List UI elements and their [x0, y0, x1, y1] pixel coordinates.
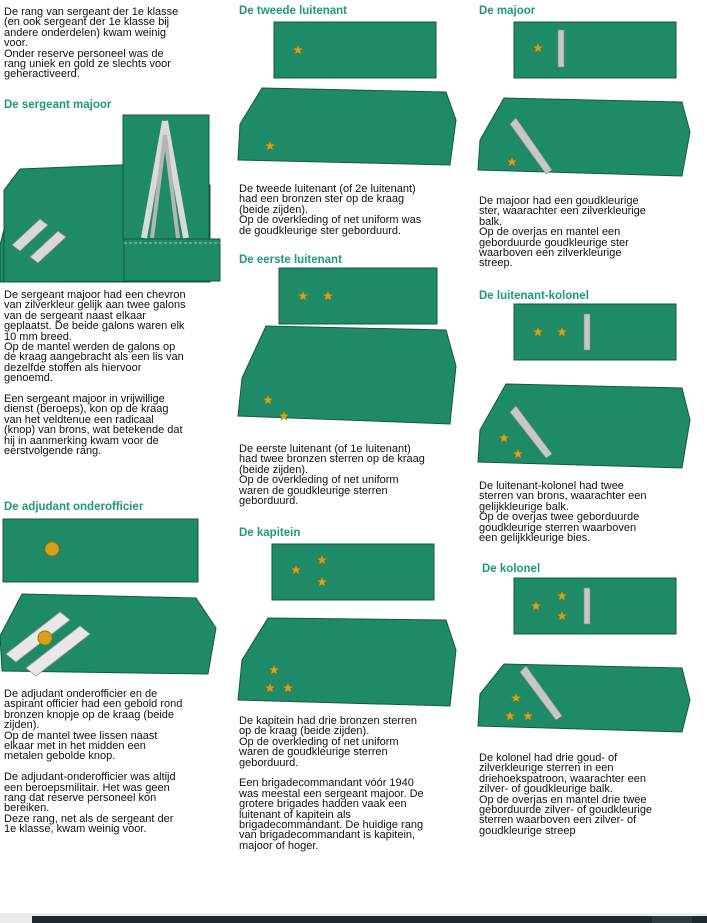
heading-eerste-luitenant: De eerste luitenant	[239, 254, 342, 266]
scrollbar-thumb[interactable]	[652, 916, 692, 923]
majoor-text: De majoor had een goudkleurige ster, waarachter een zilverkleurige balk. Op de overjas en mantel een geborduurde goudkleurige ster waarboven een zilverkleurige streep.	[479, 195, 646, 270]
sergeant-majoor-text: De sergeant majoor had een chevron van zilverkleur gelijk aan twee galons van de sergeant naast elkaar geplaatst. De beide galons waren elk 10 mm breed. Op de mantel werden de galons op de kraag aangebracht als een lis van dezelfde stoffen als hiervoor genoemd. Een sergeant majoor in vrijwillige dienst (beroeps), kon op de kraag van het veldtenue een radicaal (knop) van brons, wat betekende dat hij in aanmerking kwam voor de eerstvolgende rang.	[4, 289, 186, 458]
heading-tweede-luitenant: De tweede luitenant	[239, 5, 347, 17]
intro-text: De rang van sergeant der 1e klasse (en ook sergeant der 1e klasse bij andere onderdelen) kwam weinig voor. Onder reserve personeel was de rang uniek en gold ze slechts voor geheractiveerd.	[4, 6, 179, 81]
sergeant-majoor-insignia-figure	[0, 113, 232, 283]
tweede-luitenant-insignia-figure	[236, 20, 474, 180]
heading-luitenant-kolonel: De luitenant-kolonel	[479, 290, 589, 302]
adjudant-insignia-figure	[0, 516, 232, 686]
kolonel-insignia-figure	[476, 576, 707, 746]
adjudant-text: De adjudant onderofficier en de aspirant officier had een gebold rond bronzen knopje op de kraag (beide zijden). Op de mantel twee lissen naast elkaar met in het midden een metalen gebolde knop. De adjudant-onderofficier was altijd een beroepsmilitair. Het was geen rang dat reserve personeel kon bereiken. Deze rang, net als de sergeant der 1e klasse, kwam weinig voor.	[4, 688, 183, 836]
heading-majoor: De majoor	[479, 5, 536, 17]
tweede-luitenant-text: De tweede luitenant (of 2e luitenant) had een bronzen ster op de kraag (beide zijden). Op de overkleding of net uniform was de goudkleurige ster geborduurd.	[239, 183, 422, 237]
eerste-luitenant-insignia-figure	[236, 266, 474, 438]
luitenant-kolonel-text: De luitenant-kolonel had twee sterren van brons, waarachter een gelijkkleurige balk. Op de overjas twee geborduurde goudkleurige sterren waarboven een gelijkkleurige bies.	[479, 480, 647, 545]
heading-kolonel: De kolonel	[482, 563, 541, 575]
heading-sergeant-majoor: De sergeant majoor	[4, 99, 112, 111]
kapitein-text: De kapitein had drie bronzen sterren op de kraag (beide zijden). Op de overkleding of net uniform waren de goudkleurige sterren geborduurd. Een brigadecommandant vóór 1940 was meestal een sergeant majoor. De grotere brigades hadden vaak een luitenant of kapitein als brigadecommandant. De huidige rang van brigadecommandant is kapitein, majoor of hoger.	[239, 715, 424, 852]
scrollbar-track[interactable]	[32, 916, 707, 923]
majoor-insignia-figure	[476, 20, 707, 190]
heading-adjudant: De adjudant onderofficier	[4, 501, 144, 513]
eerste-luitenant-text: De eerste luitenant (of 1e luitenant) had twee bronzen sterren op de kraag (beide zijden). Op de overkleding of net uniform waren de goudkleurige sterren geborduurd.	[239, 443, 425, 508]
heading-kapitein: De kapitein	[239, 527, 301, 539]
luitenant-kolonel-insignia-figure	[476, 302, 707, 474]
kolonel-text: De kolonel had drie goud- of zilverkleurige sterren in een driehoekspatroon, waarachter een zilver- of goudkleurige balk. Op de overjas en mantel drie twee geborduurde zilver- of goudkleurige sterren waarboven een zilver- of goudkleurige streep	[479, 752, 653, 837]
kapitein-insignia-figure	[236, 542, 474, 712]
bottom-scrollbar[interactable]	[0, 913, 707, 923]
